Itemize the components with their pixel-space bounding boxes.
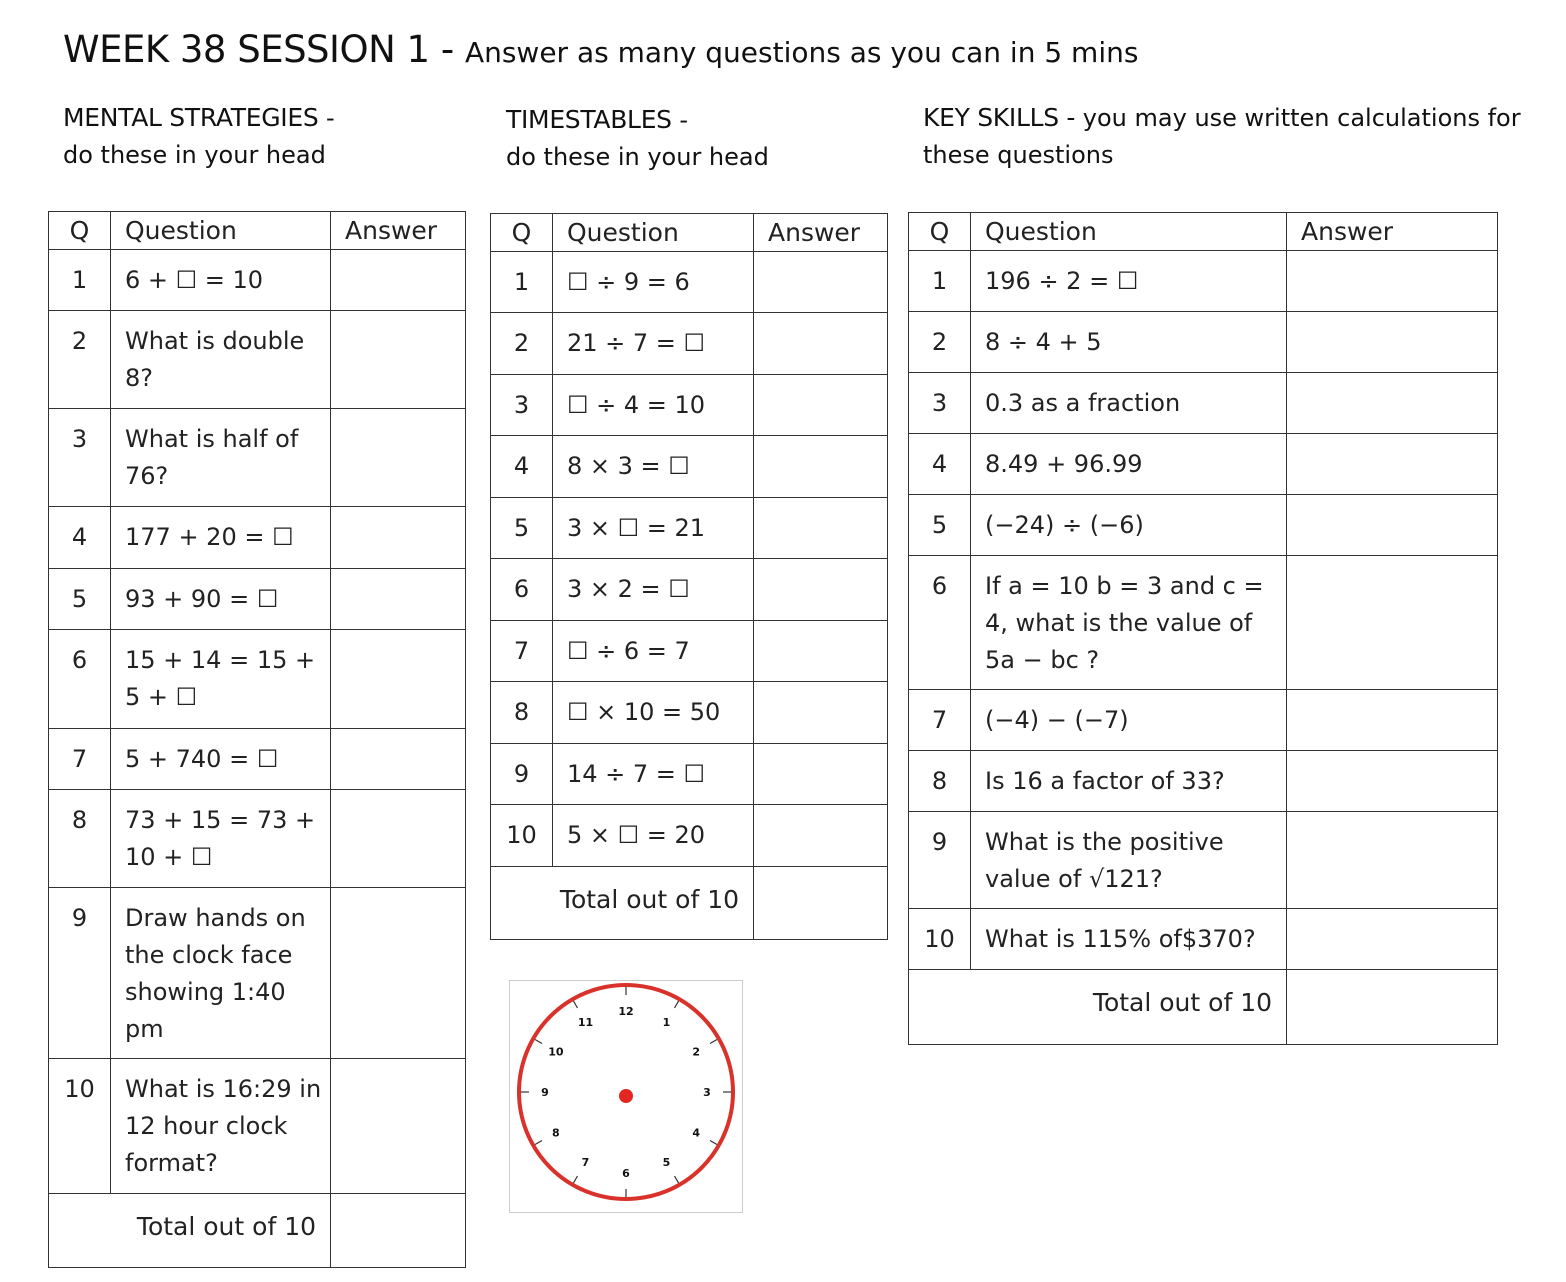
question-text: 5 × ☐ = 20 bbox=[553, 805, 754, 867]
question-number: 10 bbox=[491, 805, 553, 867]
answer-cell[interactable] bbox=[331, 569, 466, 630]
heading-key-skills bbox=[923, 99, 1521, 174]
col-header-q: Q bbox=[491, 214, 553, 252]
total-row bbox=[49, 1194, 466, 1268]
clock-face-image[interactable] bbox=[509, 980, 743, 1213]
table-row bbox=[909, 495, 1498, 556]
col-header-question: Question bbox=[553, 214, 754, 252]
question-text: ☐ ÷ 4 = 10 bbox=[553, 375, 754, 436]
question-number: 7 bbox=[491, 621, 553, 682]
question-text: 177 + 20 = ☐ bbox=[111, 507, 331, 569]
total-label: Total out of 10 bbox=[49, 1194, 331, 1268]
table-row bbox=[49, 507, 466, 569]
heading-key-rest: you may use written calculations for bbox=[1082, 104, 1521, 132]
question-number: 4 bbox=[49, 507, 111, 569]
question-text: If a = 10 b = 3 and c = 4, what is the value of 5a − bc ? bbox=[971, 556, 1287, 690]
question-text: 0.3 as a fraction bbox=[971, 373, 1287, 434]
question-text: 73 + 15 = 73 + 10 + ☐ bbox=[111, 790, 331, 888]
answer-cell[interactable] bbox=[331, 250, 466, 311]
question-number: 10 bbox=[49, 1059, 111, 1194]
answer-cell[interactable] bbox=[331, 409, 466, 507]
table-row bbox=[909, 312, 1498, 373]
timestables-table bbox=[490, 213, 888, 940]
table-row bbox=[909, 373, 1498, 434]
answer-cell[interactable] bbox=[1287, 373, 1498, 434]
col-header-answer: Answer bbox=[754, 214, 888, 252]
question-number: 1 bbox=[49, 250, 111, 311]
answer-cell[interactable] bbox=[754, 498, 888, 559]
clock-number: 2 bbox=[692, 1045, 700, 1059]
question-number: 4 bbox=[909, 434, 971, 495]
title-instruction: Answer as many questions as you can in 5 mins bbox=[464, 36, 1139, 69]
table-row bbox=[49, 790, 466, 888]
question-text: What is 16:29 in 12 hour clock format? bbox=[111, 1059, 331, 1194]
answer-cell[interactable] bbox=[754, 252, 888, 313]
question-number: 9 bbox=[49, 888, 111, 1059]
table-row bbox=[491, 498, 888, 559]
question-text: 93 + 90 = ☐ bbox=[111, 569, 331, 630]
question-text: 3 × ☐ = 21 bbox=[553, 498, 754, 559]
answer-cell[interactable] bbox=[1287, 495, 1498, 556]
question-text: 3 × 2 = ☐ bbox=[553, 559, 754, 621]
question-number: 2 bbox=[49, 311, 111, 409]
answer-cell[interactable] bbox=[1287, 909, 1498, 970]
question-text: ☐ ÷ 9 = 6 bbox=[553, 252, 754, 313]
question-number: 1 bbox=[909, 251, 971, 312]
col-header-question: Question bbox=[111, 212, 331, 250]
clock-number: 6 bbox=[622, 1167, 630, 1180]
clock-number: 12 bbox=[618, 1005, 634, 1018]
clock-number: 11 bbox=[577, 1015, 594, 1029]
heading-times-lead: TIMESTABLES bbox=[506, 105, 672, 134]
clock-center-dot bbox=[619, 1089, 633, 1103]
question-number: 10 bbox=[909, 909, 971, 970]
question-number: 7 bbox=[909, 690, 971, 751]
answer-cell[interactable] bbox=[754, 436, 888, 498]
table-row bbox=[909, 751, 1498, 812]
table-row bbox=[491, 436, 888, 498]
table-row bbox=[909, 556, 1498, 690]
answer-cell[interactable] bbox=[754, 744, 888, 805]
table-row bbox=[909, 812, 1498, 909]
question-text: What is the positive value of √121? bbox=[971, 812, 1287, 909]
question-number: 7 bbox=[49, 729, 111, 790]
table-row bbox=[49, 569, 466, 630]
table-row bbox=[909, 434, 1498, 495]
question-number: 2 bbox=[491, 313, 553, 375]
table-row bbox=[49, 409, 466, 507]
table-row bbox=[491, 375, 888, 436]
clock-number: 5 bbox=[662, 1156, 671, 1170]
clock-number: 4 bbox=[692, 1126, 700, 1140]
heading-times-dash: - bbox=[671, 106, 689, 134]
answer-cell[interactable] bbox=[754, 375, 888, 436]
clock-number: 1 bbox=[662, 1015, 671, 1029]
table-row bbox=[49, 630, 466, 729]
answer-cell[interactable] bbox=[1287, 812, 1498, 909]
answer-cell[interactable] bbox=[754, 559, 888, 621]
table-row bbox=[491, 252, 888, 313]
table-row bbox=[491, 744, 888, 805]
table-header-row bbox=[49, 212, 466, 250]
question-text: 8.49 + 96.99 bbox=[971, 434, 1287, 495]
table-row bbox=[491, 313, 888, 375]
heading-timestables bbox=[506, 101, 769, 176]
heading-mental-sub: do these in your head bbox=[63, 141, 326, 169]
question-text: (−4) − (−7) bbox=[971, 690, 1287, 751]
total-label: Total out of 10 bbox=[491, 867, 754, 940]
answer-cell[interactable] bbox=[331, 888, 466, 1059]
clock-face bbox=[510, 981, 742, 1212]
answer-cell[interactable] bbox=[1287, 690, 1498, 751]
question-number: 2 bbox=[909, 312, 971, 373]
total-answer-cell[interactable] bbox=[1287, 970, 1498, 1045]
answer-cell[interactable] bbox=[754, 682, 888, 744]
question-text: ☐ × 10 = 50 bbox=[553, 682, 754, 744]
question-text: Draw hands on the clock face showing 1:40 pm bbox=[111, 888, 331, 1059]
answer-cell[interactable] bbox=[754, 313, 888, 375]
table-row bbox=[491, 559, 888, 621]
question-text: ☐ ÷ 6 = 7 bbox=[553, 621, 754, 682]
question-text: 21 ÷ 7 = ☐ bbox=[553, 313, 754, 375]
question-number: 9 bbox=[909, 812, 971, 909]
question-number: 5 bbox=[909, 495, 971, 556]
clock-number: 3 bbox=[703, 1086, 711, 1099]
question-number: 8 bbox=[49, 790, 111, 888]
clock-number: 7 bbox=[581, 1156, 590, 1170]
answer-cell[interactable] bbox=[1287, 751, 1498, 812]
table-row bbox=[909, 690, 1498, 751]
question-number: 5 bbox=[49, 569, 111, 630]
table-row bbox=[49, 311, 466, 409]
question-text: 8 × 3 = ☐ bbox=[553, 436, 754, 498]
answer-cell[interactable] bbox=[754, 621, 888, 682]
total-row bbox=[909, 970, 1498, 1045]
mental-strategies-table bbox=[48, 211, 466, 1268]
table-row bbox=[49, 250, 466, 311]
table-row bbox=[909, 251, 1498, 312]
table-header-row bbox=[491, 214, 888, 252]
answer-cell[interactable] bbox=[331, 507, 466, 569]
answer-cell[interactable] bbox=[1287, 434, 1498, 495]
col-header-question: Question bbox=[971, 213, 1287, 251]
answer-cell[interactable] bbox=[331, 729, 466, 790]
clock-number: 9 bbox=[541, 1086, 549, 1099]
total-answer-cell[interactable] bbox=[754, 867, 888, 940]
total-row bbox=[491, 867, 888, 940]
table-row bbox=[491, 682, 888, 744]
col-header-q: Q bbox=[909, 213, 971, 251]
heading-key-sub: these questions bbox=[923, 141, 1114, 169]
answer-cell[interactable] bbox=[331, 1059, 466, 1194]
question-text: 196 ÷ 2 = ☐ bbox=[971, 251, 1287, 312]
col-header-answer: Answer bbox=[1287, 213, 1498, 251]
answer-cell[interactable] bbox=[331, 790, 466, 888]
col-header-answer: Answer bbox=[331, 212, 466, 250]
question-text: 15 + 14 = 15 + 5 + ☐ bbox=[111, 630, 331, 729]
answer-cell[interactable] bbox=[754, 805, 888, 867]
question-number: 5 bbox=[491, 498, 553, 559]
question-text: (−24) ÷ (−6) bbox=[971, 495, 1287, 556]
heading-key-lead: KEY SKILLS - bbox=[923, 103, 1083, 132]
table-row bbox=[491, 805, 888, 867]
question-text: Is 16 a factor of 33? bbox=[971, 751, 1287, 812]
answer-cell[interactable] bbox=[1287, 251, 1498, 312]
question-number: 6 bbox=[49, 630, 111, 729]
clock-number: 8 bbox=[552, 1126, 560, 1140]
question-number: 6 bbox=[909, 556, 971, 690]
table-row bbox=[49, 1059, 466, 1194]
total-answer-cell[interactable] bbox=[331, 1194, 466, 1268]
heading-mental-strategies bbox=[63, 99, 335, 174]
table-header-row bbox=[909, 213, 1498, 251]
answer-cell[interactable] bbox=[1287, 312, 1498, 373]
table-row bbox=[49, 729, 466, 790]
heading-mental-dash: - bbox=[318, 104, 335, 132]
key-skills-table bbox=[908, 212, 1498, 1045]
question-text: 14 ÷ 7 = ☐ bbox=[553, 744, 754, 805]
heading-mental-lead: MENTAL STRATEGIES bbox=[63, 103, 319, 132]
question-number: 3 bbox=[49, 409, 111, 507]
question-number: 4 bbox=[491, 436, 553, 498]
question-text: What is 115% of$370? bbox=[971, 909, 1287, 970]
table-row bbox=[49, 888, 466, 1059]
question-number: 1 bbox=[491, 252, 553, 313]
question-text: 6 + ☐ = 10 bbox=[111, 250, 331, 311]
answer-cell[interactable] bbox=[331, 630, 466, 729]
table-row bbox=[491, 621, 888, 682]
question-text: 8 ÷ 4 + 5 bbox=[971, 312, 1287, 373]
question-text: 5 + 740 = ☐ bbox=[111, 729, 331, 790]
question-text: What is double 8? bbox=[111, 311, 331, 409]
clock-number: 10 bbox=[548, 1045, 564, 1059]
title-week-session: WEEK 38 SESSION 1 - bbox=[63, 28, 465, 71]
worksheet-title bbox=[63, 28, 1138, 71]
question-number: 3 bbox=[491, 375, 553, 436]
question-number: 3 bbox=[909, 373, 971, 434]
question-number: 6 bbox=[491, 559, 553, 621]
answer-cell[interactable] bbox=[1287, 556, 1498, 690]
table-row bbox=[909, 909, 1498, 970]
question-number: 9 bbox=[491, 744, 553, 805]
total-label: Total out of 10 bbox=[909, 970, 1287, 1045]
question-text: What is half of 76? bbox=[111, 409, 331, 507]
answer-cell[interactable] bbox=[331, 311, 466, 409]
col-header-q: Q bbox=[49, 212, 111, 250]
question-number: 8 bbox=[909, 751, 971, 812]
heading-times-sub: do these in your head bbox=[506, 143, 769, 171]
question-number: 8 bbox=[491, 682, 553, 744]
